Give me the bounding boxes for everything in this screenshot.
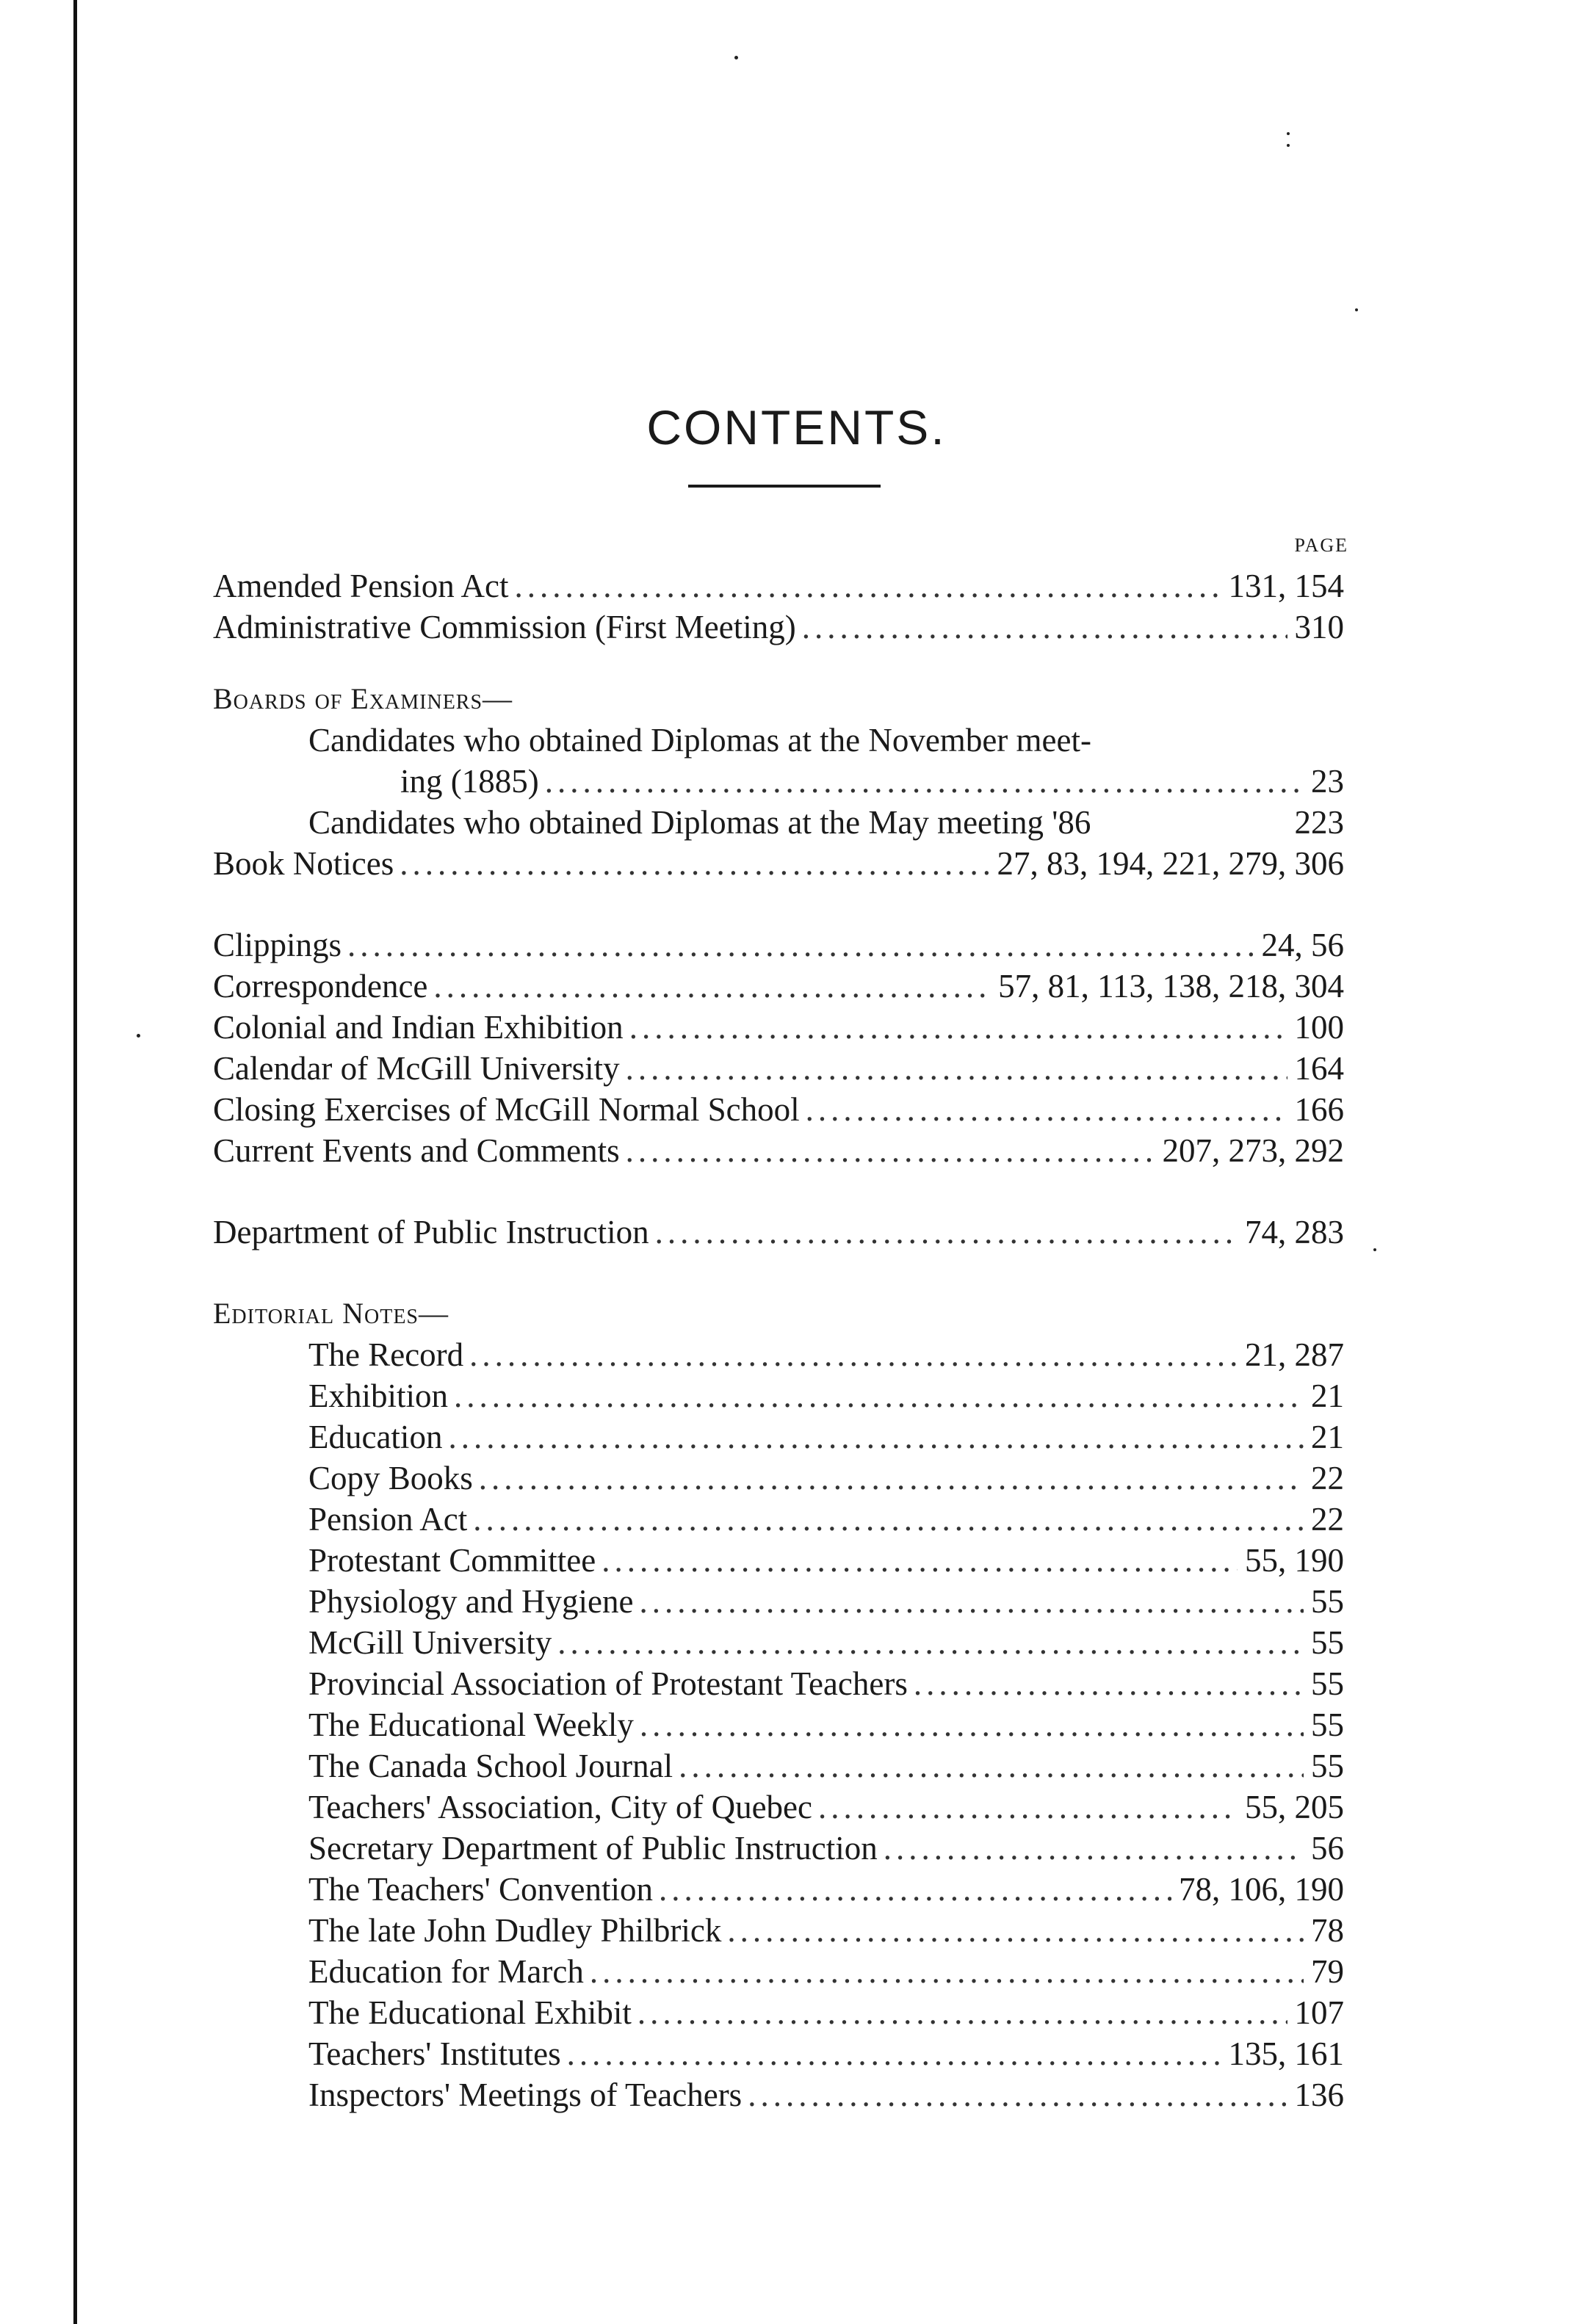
toc-entry	[213, 1828, 1344, 1869]
entry-pages: 78	[1311, 1912, 1344, 1949]
dot-leader	[347, 924, 1254, 966]
toc-entry	[213, 1910, 1344, 1951]
dot-leader	[748, 2074, 1287, 2115]
entry-pages: 166	[1294, 1091, 1344, 1128]
table-of-contents	[213, 565, 1344, 2115]
entry-title: Pension Act	[308, 1501, 468, 1538]
entry-pages: 57, 81, 113, 138, 218, 304	[998, 968, 1344, 1004]
toc-entry	[213, 924, 1344, 966]
entry-title: Exhibition	[308, 1378, 448, 1414]
entry-title: Current Events and Comments	[213, 1132, 620, 1169]
title-rule	[688, 485, 881, 488]
toc-entry	[213, 1540, 1344, 1581]
page-binding-edge-line	[73, 0, 77, 2324]
entry-pages: 22	[1311, 1460, 1344, 1496]
entry-pages: 100	[1294, 1009, 1344, 1046]
entry-title: Clippings	[213, 927, 342, 963]
scan-speck	[1287, 132, 1290, 135]
dot-leader	[1097, 802, 1287, 843]
entry-title: Closing Exercises of McGill Normal School	[213, 1091, 800, 1128]
entry-pages: 21, 287	[1245, 1336, 1344, 1373]
entry-title: Copy Books	[308, 1460, 473, 1496]
entry-title: Education	[308, 1419, 443, 1455]
entry-title: The Educational Weekly	[308, 1706, 634, 1743]
toc-entry	[213, 1048, 1344, 1089]
dot-leader	[590, 1951, 1304, 1992]
toc-entry	[213, 1951, 1344, 1992]
dot-leader	[639, 1581, 1304, 1622]
dot-leader	[545, 761, 1304, 802]
scan-speck	[1287, 144, 1290, 147]
toc-entry	[213, 1663, 1344, 1704]
dot-leader	[629, 1007, 1287, 1048]
entry-title: Administrative Commission (First Meeting)	[213, 609, 796, 645]
entry-pages: 136	[1294, 2077, 1344, 2113]
entry-title: Amended Pension Act	[213, 568, 509, 604]
toc-entry	[213, 1869, 1344, 1910]
toc-entry	[213, 1704, 1344, 1745]
page-column-label: PAGE	[1294, 535, 1348, 556]
entry-title: McGill University	[308, 1624, 552, 1661]
entry-pages: 27, 83, 194, 221, 279, 306	[997, 845, 1344, 882]
entry-pages: 74, 283	[1245, 1214, 1344, 1250]
toc-entry	[213, 2074, 1344, 2115]
section-heading: Boards of Examiners—	[213, 682, 513, 715]
dot-leader	[802, 607, 1287, 648]
entry-pages: 78, 106, 190	[1179, 1871, 1344, 1908]
toc-entry	[213, 802, 1344, 843]
entry-title: Education for March	[308, 1953, 584, 1990]
entry-title: Inspectors' Meetings of Teachers	[308, 2077, 743, 2113]
toc-entry	[213, 1130, 1344, 1171]
entry-pages: 135, 161	[1228, 2035, 1344, 2072]
toc-entry	[213, 607, 1344, 648]
dot-leader	[454, 1375, 1304, 1416]
entry-pages: 55, 205	[1245, 1789, 1344, 1825]
entry-title: Colonial and Indian Exhibition	[213, 1009, 624, 1046]
entry-title: Department of Public Instruction	[213, 1214, 649, 1250]
toc-entry	[213, 2033, 1344, 2074]
dot-leader	[914, 1663, 1304, 1704]
dot-leader	[640, 1704, 1304, 1745]
entry-title: Physiology and Hygiene	[308, 1583, 634, 1620]
entry-title: Correspondence	[213, 968, 428, 1004]
toc-entry	[213, 1375, 1344, 1416]
scan-speck	[1373, 1248, 1376, 1251]
toc-entry	[213, 843, 1344, 884]
toc-entry	[213, 1416, 1344, 1458]
dot-leader	[626, 1130, 1155, 1171]
scan-speck	[137, 1034, 140, 1038]
dot-leader	[514, 565, 1221, 607]
entry-pages: 55, 190	[1245, 1542, 1344, 1579]
entry-pages: 131, 154	[1228, 568, 1344, 604]
entry-title: Candidates who obtained Diplomas at the May meeting '86	[308, 804, 1091, 841]
dot-leader	[655, 1212, 1238, 1253]
entry-pages: 164	[1294, 1050, 1344, 1087]
entry-pages: 55	[1311, 1706, 1344, 1743]
toc-entry	[213, 1622, 1344, 1663]
entry-pages: 22	[1311, 1501, 1344, 1538]
page-title: CONTENTS.	[646, 400, 947, 455]
entry-pages: 56	[1311, 1830, 1344, 1867]
dot-leader	[479, 1458, 1304, 1499]
dot-leader	[469, 1334, 1238, 1375]
toc-entry	[213, 1334, 1344, 1375]
entry-pages: 55	[1311, 1665, 1344, 1702]
entry-title: Calendar of McGill University	[213, 1050, 620, 1087]
toc-entry	[213, 565, 1344, 607]
scan-speck	[734, 56, 738, 59]
entry-title: The late John Dudley Philbrick	[308, 1912, 722, 1949]
entry-title-continuation: ing (1885)	[400, 763, 539, 800]
toc-entry	[213, 1745, 1344, 1787]
dot-leader	[626, 1048, 1287, 1089]
section-heading: Editorial Notes—	[213, 1297, 449, 1330]
dot-leader	[679, 1745, 1304, 1787]
toc-entry	[213, 720, 1344, 761]
entry-pages: 23	[1311, 763, 1344, 800]
entry-pages: 55	[1311, 1583, 1344, 1620]
dot-leader	[727, 1910, 1304, 1951]
dot-leader	[400, 843, 989, 884]
entry-pages: 24, 56	[1261, 927, 1344, 963]
dot-leader	[567, 2033, 1221, 2074]
entry-pages: 55	[1311, 1624, 1344, 1661]
entry-pages: 79	[1311, 1953, 1344, 1990]
dot-leader	[884, 1828, 1304, 1869]
toc-entry-continuation	[213, 761, 1344, 802]
toc-entry	[213, 966, 1344, 1007]
dot-leader	[473, 1499, 1304, 1540]
entry-title: The Record	[308, 1336, 464, 1373]
dot-leader	[818, 1787, 1238, 1828]
entry-title: Candidates who obtained Diplomas at the November meet-	[308, 722, 1091, 759]
entry-pages: 55	[1311, 1748, 1344, 1784]
toc-entry	[213, 1499, 1344, 1540]
entry-pages: 21	[1311, 1378, 1344, 1414]
toc-entry	[213, 1992, 1344, 2033]
entry-title: Teachers' Institutes	[308, 2035, 561, 2072]
dot-leader	[433, 966, 991, 1007]
toc-entry	[213, 1089, 1344, 1130]
dot-leader	[659, 1869, 1171, 1910]
entry-title: The Canada School Journal	[308, 1748, 673, 1784]
entry-title: Book Notices	[213, 845, 394, 882]
entry-title: The Teachers' Convention	[308, 1871, 653, 1908]
entry-pages: 21	[1311, 1419, 1344, 1455]
toc-entry	[213, 1007, 1344, 1048]
dot-leader	[557, 1622, 1304, 1663]
toc-entry	[213, 1581, 1344, 1622]
entry-title: Provincial Association of Protestant Teachers	[308, 1665, 908, 1702]
toc-entry	[213, 1458, 1344, 1499]
dot-leader	[806, 1089, 1287, 1130]
scan-speck	[1355, 308, 1358, 311]
toc-entry	[213, 1787, 1344, 1828]
toc-entry	[213, 1212, 1344, 1253]
dot-leader	[448, 1416, 1304, 1458]
dot-leader	[637, 1992, 1287, 2033]
entry-title: Protestant Committee	[308, 1542, 596, 1579]
entry-title: Secretary Department of Public Instruction	[308, 1830, 878, 1867]
entry-pages: 310	[1294, 609, 1344, 645]
entry-pages: 223	[1294, 804, 1344, 841]
entry-title: Teachers' Association, City of Quebec	[308, 1789, 813, 1825]
entry-pages: 207, 273, 292	[1162, 1132, 1344, 1169]
dot-leader	[602, 1540, 1238, 1581]
entry-pages: 107	[1294, 1994, 1344, 2031]
entry-title: The Educational Exhibit	[308, 1994, 632, 2031]
